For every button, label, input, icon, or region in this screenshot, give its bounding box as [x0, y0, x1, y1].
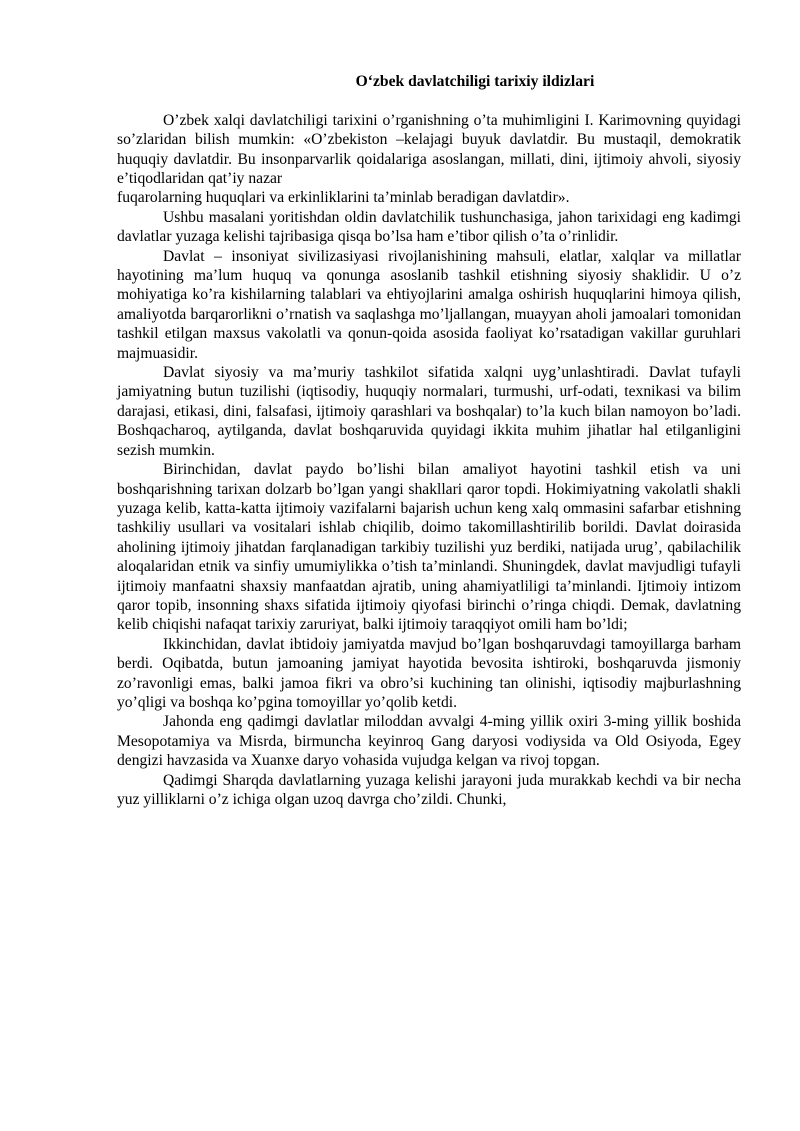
- paragraph-ancient-east: Qadimgi Sharqda davlatlarning yuzaga kelishi jarayoni juda murakkab kechdi va bir necha yuz yilliklarni o’z ichiga olgan uzoq davrga cho’zildi. Chunki,: [117, 771, 741, 808]
- paragraph-second-aspect: Ikkinchidan, davlat ibtidoiy jamiyatda mavjud bo’lgan boshqaruvdagi tamoyillarga barham berdi. Oqibatda, butun jamoaning jamiyat hayotida bevosita ishtiroki, boshqaruvda jismoniy zo’ravonligi emas, balki jamoa fikri va obro’si kuchining tan olinishi, iqtisodiy majburlashning yo’qligi va boshqa ko’pgina tomoyillar yo’qolib ketdi.: [117, 635, 741, 711]
- document-title: O‘zbek davlatchiligi tarixiy ildizlari: [355, 73, 595, 90]
- paragraph-ancient-states: Jahonda eng qadimgi davlatlar miloddan avvalgi 4-ming yillik oxiri 3-ming yillik boshida Mesopotamiya va Misrda, birmuncha keyinroq Gang daryosi vodiysida va Old Osiyoda, Egey dengizi havzasida va Xuanxe daryo vohasida vujudga kelgan va rivoj topgan.: [117, 713, 741, 770]
- paragraph-intro-quote-end: fuqarolarning huquqlari va erkinliklarini ta’minlab beradigan davlatdir».: [117, 189, 570, 207]
- paragraph-state-organization: Davlat siyosiy va ma’muriy tashkilot sifatida xalqni uyg’unlashtiradi. Davlat tufayli jamiyatning butun tuzilishi (iqtisodiy, huquqiy normalari, turmushi, urf-odati, texnikasi va bilim darajasi, etikasi, dini, falsafasi, ijtimoiy qarashlari va boshqalar) to’la kuch bilan namoyon bo’ladi. Boshqacharoq, aytilganda, davlat boshqaruvida quyidagi ikkita muhim jihatlar hal etilganligini sezish mumkin.: [117, 364, 741, 459]
- title-spacer: [117, 91, 741, 110]
- paragraph-first-aspect: Birinchidan, davlat paydo bo’lishi bilan amaliyot hayotini tashkil etish va uni boshqarishning tarixan dolzarb bo’lgan yangi shakllari qaror topdi. Hokimiyatning vakolatli shakli yuzaga kelib, katta-katta ijtimoiy vazifalarni bajarish uchun keng xalq ommasini safarbar etishning tashkiliy usullari va vositalari ishlab chiqilib, doimo takomillashtirilib borildi. Davlat doirasida aholining ijtimoiy jihatdan farqlanadigan tarkibiy tuzilishi yuz berdiki, natijada urug’, qabilachilik aloqalaridan etnik va sinfiy umumiylikka o’tish ta’minlandi. Shuningdek, davlat mavjudligi tufayli ijtimoiy manfaatni shaxsiy manfaatdan ajratib, uning ahamiyatliligi ta’minlandi. Ijtimoiy intizom qaror topib, insonning shaxs sifatida ijtimoiy qiyofasi birinchi o’ringa chiqdi. Demak, davlatning kelib chiqishi nafaqat tarixiy zaruriyat, balki ijtimoiy taraqqiyot omili ham bo’ldi;: [117, 461, 741, 634]
- paragraph-state-definition: Davlat – insoniyat sivilizasiyasi rivojlanishining mahsuli, elatlar, xalqlar va millatlar hayotining ma’lum huquq va qonunga asoslanib tashkil etishning siyosiy shaklidir. U o’z mohiyatiga ko’ra kishilarning talablari va ehtiyojlarini amalga oshirish huquqlarini himoya qilish, amaliyotda barqarorlikni o’rnatish va saqlashga mo’ljallangan, muayyan aholi jamoalari tomonidan tashkil etilgan maxsus vakolatli va qonun-qoida asosida faoliyat ko’rsatadigan vakillar guruhlari majmuasidir.: [117, 247, 741, 362]
- paragraph-statehood-concept: Ushbu masalani yoritishdan oldin davlatchilik tushunchasiga, jahon tarixidagi eng kadimgi davlatlar yuzaga kelishi tajribasiga qisqa bo’lsa ham e’tibor qilish o’ta o’rinlidir.: [117, 208, 741, 246]
- paragraph-intro-quote: O’zbek xalqi davlatchiligi tarixini o’rganishning o’ta muhimligini I. Karimovning quyidagi so’zlaridan bilish mumkin: «O’zbekiston –kelajagi buyuk davlatdir. Bu mustaqil, demokratik huquqiy davlatdir. Bu insonparvarlik qoidalariga asoslangan, millati, dini, ijtimoiy ahvoli, siyosiy e’tiqodlaridan qat’iy nazar: [117, 111, 741, 187]
- document-body: [117, 72, 741, 809]
